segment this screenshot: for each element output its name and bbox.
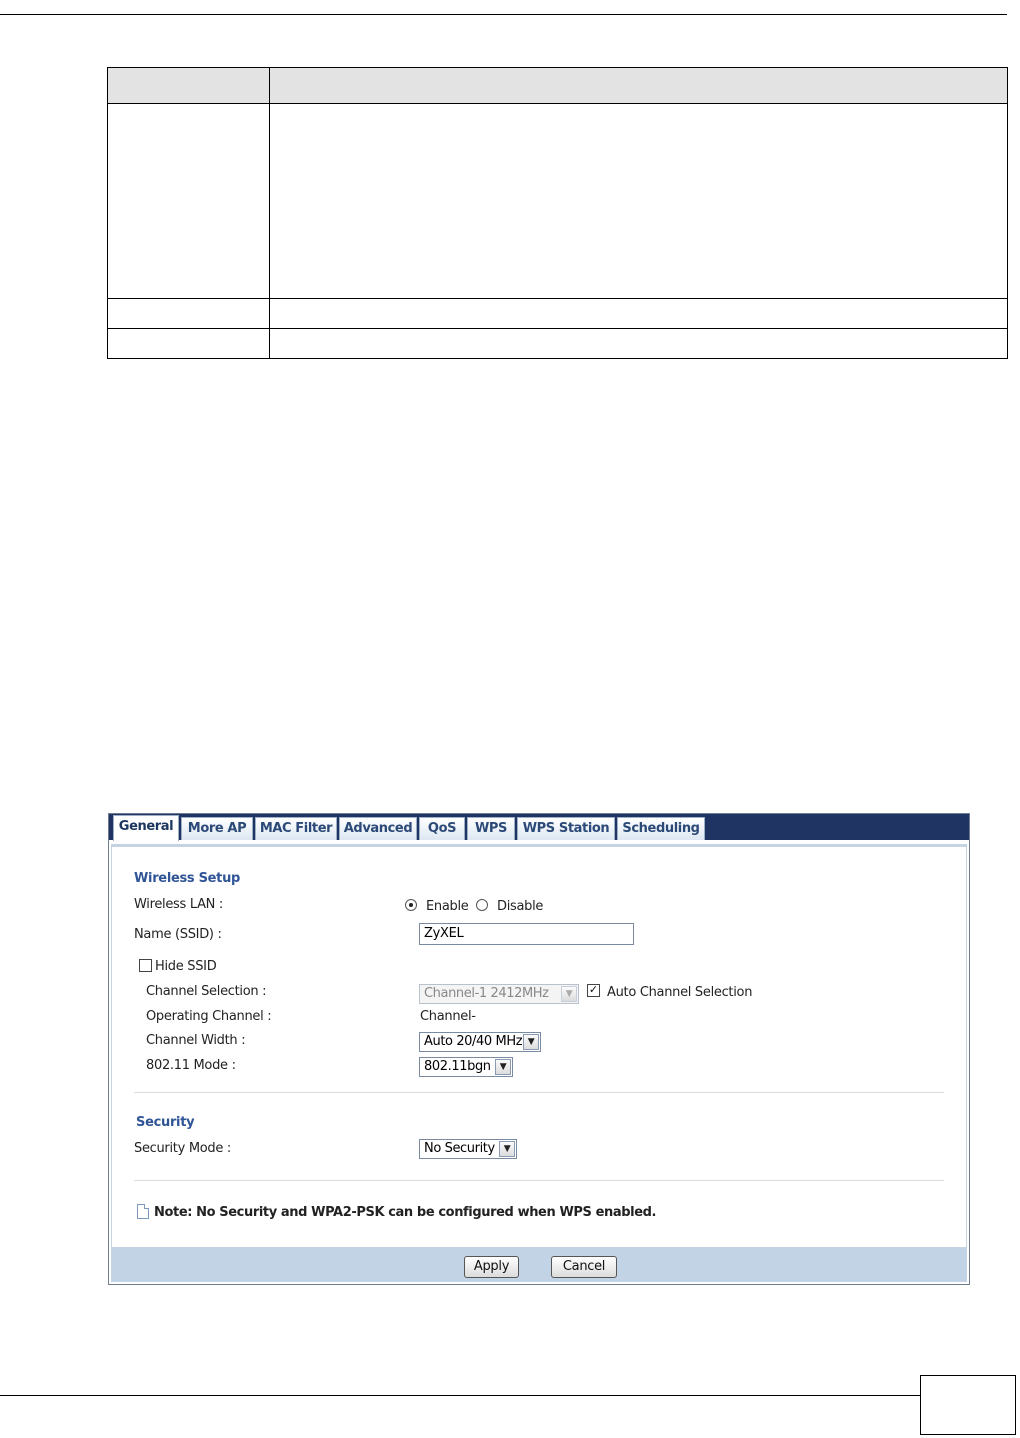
mode-value: 802.11bgn — [424, 1059, 491, 1074]
tab-mac-filter[interactable]: MAC Filter — [255, 817, 337, 840]
section-divider — [134, 1092, 944, 1093]
operating-channel-value: Channel- — [420, 1009, 476, 1024]
document-icon — [137, 1204, 149, 1219]
button-bar — [111, 1248, 967, 1282]
tab-bar — [109, 814, 969, 840]
table-row — [108, 299, 1008, 329]
operating-channel-label: Operating Channel : — [146, 1009, 272, 1024]
tab-advanced[interactable]: Advanced — [339, 817, 417, 840]
tab-wps-station[interactable]: WPS Station — [517, 817, 615, 840]
channel-selection-value: Channel-1 2412MHz — [424, 986, 549, 1001]
wireless-lan-label: Wireless LAN : — [134, 897, 223, 912]
chevron-down-icon: ▼ — [499, 1141, 515, 1157]
table-row — [108, 329, 1008, 359]
note-text: Note: No Security and WPA2-PSK can be configured when WPS enabled. — [154, 1205, 657, 1220]
security-mode-label: Security Mode : — [134, 1141, 231, 1156]
disable-radio[interactable] — [476, 899, 488, 911]
table-cell — [108, 299, 270, 329]
chevron-down-icon: ▼ — [523, 1034, 539, 1050]
doc-table — [107, 67, 1008, 359]
page-number-box — [920, 1375, 1016, 1435]
tab-general[interactable]: General — [113, 815, 179, 841]
channel-width-label: Channel Width : — [146, 1033, 246, 1048]
apply-button[interactable]: Apply — [464, 1256, 519, 1278]
table-cell — [108, 329, 270, 359]
mode-label: 802.11 Mode : — [146, 1058, 236, 1073]
wireless-general-panel — [108, 813, 970, 1285]
channel-width-select[interactable] — [419, 1032, 541, 1052]
tab-wps[interactable]: WPS — [467, 817, 515, 840]
tab-more-ap[interactable]: More AP — [181, 817, 253, 840]
enable-radio[interactable] — [405, 899, 417, 911]
doc-table-header-row — [108, 68, 1008, 104]
cancel-button[interactable]: Cancel — [551, 1256, 617, 1278]
security-mode-value: No Security — [424, 1141, 495, 1156]
hide-ssid-label: Hide SSID — [155, 959, 217, 974]
section-divider — [134, 1180, 944, 1181]
ssid-input[interactable]: ZyXEL — [419, 923, 634, 945]
tab-content — [111, 844, 967, 1248]
chevron-down-icon: ▼ — [495, 1059, 511, 1075]
auto-channel-label: Auto Channel Selection — [607, 985, 753, 1000]
table-cell — [270, 329, 1008, 359]
auto-channel-checkbox[interactable]: ✓ — [588, 984, 599, 996]
channel-selection-select[interactable] — [419, 984, 579, 1004]
ssid-label: Name (SSID) : — [134, 927, 222, 942]
enable-label: Enable — [426, 899, 469, 914]
channel-selection-label: Channel Selection : — [146, 984, 267, 999]
tab-qos[interactable]: QoS — [419, 817, 465, 840]
table-cell — [270, 104, 1008, 299]
table-cell — [270, 299, 1008, 329]
header-rule — [0, 14, 1007, 15]
disable-label: Disable — [497, 899, 544, 914]
doc-table-header-description — [270, 68, 1008, 104]
wireless-setup-title: Wireless Setup — [134, 871, 241, 886]
tab-scheduling[interactable]: Scheduling — [617, 817, 705, 840]
channel-width-value: Auto 20/40 MHz — [424, 1034, 523, 1049]
chevron-down-icon: ▼ — [561, 986, 577, 1002]
mode-select[interactable] — [419, 1057, 513, 1077]
footer-rule — [0, 1395, 920, 1396]
table-cell — [108, 104, 270, 299]
table-row — [108, 104, 1008, 299]
security-title: Security — [136, 1115, 195, 1130]
hide-ssid-checkbox[interactable] — [139, 959, 152, 972]
doc-table-header-label — [108, 68, 270, 104]
security-mode-select[interactable] — [419, 1139, 517, 1159]
